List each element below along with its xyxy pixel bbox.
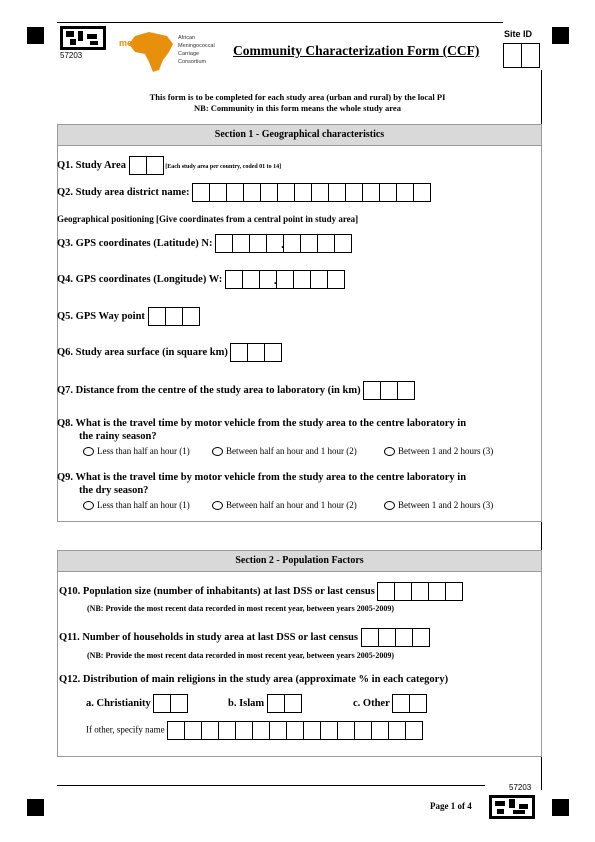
header-top-rule [57, 22, 503, 23]
q8-option-1[interactable]: Less than half an hour (1) [83, 446, 190, 456]
registration-mark-bottom-right [552, 799, 569, 816]
logo-text: African Meningococcal Carriage Consortium [178, 35, 215, 65]
q9-option-2[interactable]: Between half an hour and 1 hour (2) [212, 500, 357, 510]
geo-note: Geographical positioning [Give coordinates from a central point in study area] [57, 214, 359, 224]
q5: Q5. GPS Way point [57, 307, 199, 326]
q12-other: c. Other [353, 694, 426, 713]
q12-islam: b. Islam [228, 694, 301, 713]
registration-mark-bottom-left [27, 799, 44, 816]
logo [119, 30, 229, 74]
q3: Q3. GPS coordinates (Latitude) N: . [57, 234, 351, 253]
doc-number-bottom: 57203 [509, 783, 532, 792]
q12-christianity-field[interactable] [153, 694, 187, 713]
site-id-field[interactable] [503, 43, 540, 68]
radio-icon [384, 447, 395, 456]
q7: Q7. Distance from the centre of the study area to laboratory (in km) [57, 381, 414, 400]
logo-brand: menafricar [119, 38, 166, 48]
registration-mark-top-right [552, 27, 569, 44]
intro-text: This form is to be completed for each study area (urban and rural) by the local PI NB: Community in this form means the whole study area [149, 92, 446, 113]
q9: Q9. What is the travel time by motor vehicle from the study area to the centre laboratory in the dry season? [57, 472, 467, 496]
site-id-label: Site ID [504, 29, 533, 39]
q11-note: (NB: Provide the most recent data recorded in most recent year, between years 2005-2009) [87, 651, 395, 660]
q4: Q4. GPS coordinates (Longitude) W: . [57, 270, 344, 289]
q2-district-name-field[interactable] [192, 183, 430, 202]
q7-distance-field[interactable] [363, 381, 414, 400]
q2: Q2. Study area district name: [57, 183, 430, 202]
q10-note: (NB: Provide the most recent data recorded in most recent year, between years 2005-2009) [87, 604, 395, 613]
q1-study-area-field[interactable] [129, 156, 163, 175]
q12: Q12. Distribution of main religions in the study area (approximate % in each category) [59, 674, 449, 685]
africa-map-icon [119, 30, 179, 74]
doc-number-top: 57203 [60, 51, 83, 60]
q12-christianity: a. Christianity [86, 694, 187, 713]
radio-icon [212, 447, 223, 456]
q9-option-1[interactable]: Less than half an hour (1) [83, 500, 190, 510]
footer-rule [57, 785, 485, 786]
q8-option-3[interactable]: Between 1 and 2 hours (3) [384, 446, 493, 456]
section-2-title: Section 2 - Population Factors [58, 551, 541, 572]
q6: Q6. Study area surface (in square km) [57, 343, 281, 362]
section-1-title: Section 1 - Geographical characteristics [58, 125, 541, 146]
q4-longitude-field[interactable]: . [225, 270, 344, 289]
q12-specify: If other, specify name [86, 721, 422, 740]
q5-waypoint-field[interactable] [148, 307, 199, 326]
q10: Q10. Population size (number of inhabitants) at last DSS or last census [59, 582, 462, 601]
q11: Q11. Number of households in study area at last DSS or last census [59, 628, 429, 647]
radio-icon [212, 501, 223, 510]
radio-icon [83, 447, 94, 456]
q3-latitude-field[interactable]: . [215, 234, 351, 253]
q8-option-2[interactable]: Between half an hour and 1 hour (2) [212, 446, 357, 456]
radio-icon [384, 501, 395, 510]
radio-icon [83, 501, 94, 510]
q12-specify-field[interactable] [167, 721, 422, 740]
barcode-top [60, 26, 106, 50]
q12-islam-field[interactable] [267, 694, 301, 713]
page-number: Page 1 of 4 [430, 801, 472, 811]
q9-option-3[interactable]: Between 1 and 2 hours (3) [384, 500, 493, 510]
registration-mark-top-left [27, 27, 44, 44]
barcode-bottom [489, 795, 535, 819]
q12-other-field[interactable] [392, 694, 426, 713]
q10-population-field[interactable] [377, 582, 462, 601]
form-title: Community Characterization Form (CCF) [233, 43, 480, 58]
q11-households-field[interactable] [361, 628, 429, 647]
q8: Q8. What is the travel time by motor vehicle from the study area to the centre laboratory in the rainy season? [57, 418, 467, 442]
q6-surface-field[interactable] [230, 343, 281, 362]
q1: Q1. Study Area [Each study area per country, coded 01 to 14] [57, 156, 281, 175]
